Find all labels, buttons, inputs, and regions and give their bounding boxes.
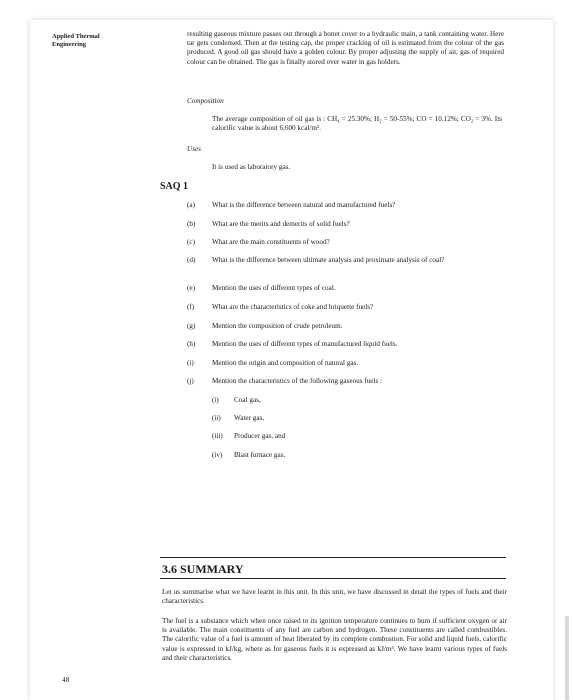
question-label: (c) [187,238,195,246]
question-text: What are the main constituents of wood? [212,238,330,246]
saq-question [187,284,507,293]
summary-top-rule [160,557,506,558]
summary-paragraph-2: The fuel is a substance which when once raised to its ignition temperature continues to burn if sufficient oxygen or air is available. The main constituents of any fuel are carbon and hydrogen. These constituents are called combustibles. The calorific value of a fuel is amount of heat liberated by its complete combustion. For solid and liquid fuels, calorific value is expressed in kJ/kg, where as for gaseous fuels it is expressed as kJ/m³. We have learnt various types of fuels and their characteristics. [162,617,507,662]
composition-heading: Composition [187,97,224,105]
saq-question [187,238,507,247]
question-text: Mention the composition of crude petroleum. [212,322,343,330]
saq-question [187,377,507,386]
question-label: (b) [187,220,196,228]
saq-sub-item [212,414,264,423]
question-label: (e) [187,284,195,292]
question-label: (g) [187,322,196,330]
saq-question [187,256,507,265]
sub-item-text: Blast furnace gas. [234,451,286,459]
sub-item-label: (i) [212,396,219,404]
sub-item-text: Coal gas, [234,396,261,404]
question-text: What are the merits and demerits of solid fuels? [212,220,350,228]
sub-item-label: (iii) [212,432,223,440]
saq-sub-item [212,396,261,405]
uses-text: It is used as laboratory gas. [212,163,291,171]
intro-paragraph: resulting gaseous mixture passes out through a bonet cover to a hydraulic main, a tank containing water. Here tar gets condensed. Then at the testing cap, the proper cracking of oil is estimated from the colour of the gas produced. A good oil gas should have a golden colour. By proper adjusting the supply of air, gas of required colour can be obtained. The gas is finally stored over water in gas holders. [187,30,504,66]
sub-item-label: (ii) [212,414,221,422]
summary-heading: 3.6 SUMMARY [162,562,244,576]
question-label: (d) [187,256,196,264]
page-number: 48 [62,676,70,684]
side-heading-line-1: Applied Thermal [52,33,100,40]
saq-question [187,322,507,331]
saq-question [187,340,507,349]
saq-question [187,359,507,368]
question-text: Mention the origin and composition of natural gas. [212,359,359,367]
question-label: (h) [187,340,196,348]
saq-title: SAQ 1 [160,181,189,192]
running-side-heading [52,33,132,49]
summary-bottom-rule [160,578,506,579]
saq-sub-item [212,432,285,441]
question-text: Mention the uses of different types of manufactured liquid fuels. [212,340,398,348]
side-heading-line-2: Engineering [52,41,86,48]
question-label: (i) [187,359,194,367]
question-text: What is the difference between ultimate analysis and proximate analysis of coal? [212,256,445,264]
scrollbar[interactable] [565,616,569,700]
saq-sub-item [212,451,285,460]
saq-question [187,220,507,229]
composition-text: The average composition of oil gas is : CH₄ = 25.30%; H₂ = 50-55%; CO = 10.12%; CO₂ = 3%. Its calorific value is about 6,600 kcal/m³. [212,115,502,133]
summary-paragraph-1: Let us summarise what we have learnt in this unit. In this unit, we have discussed in detail the types of fuels and their characteristics. [162,588,507,606]
question-label: (j) [187,377,194,385]
saq-question [187,303,507,312]
sub-item-text: Producer gas, and [234,432,286,440]
question-text: Mention the characteristics of the following gaseous fuels : [212,377,383,385]
question-text: What are the characteristics of coke and briquette fuels? [212,303,374,311]
sub-item-label: (iv) [212,451,223,459]
question-label: (a) [187,201,195,209]
question-label: (f) [187,303,195,311]
uses-heading: Uses [187,145,201,153]
saq-question [187,201,507,210]
sub-item-text: Water gas, [234,414,265,422]
question-text: What is the difference between natural and manufactured fuels? [212,201,396,209]
question-text: Mention the uses of different types of coal. [212,284,336,292]
